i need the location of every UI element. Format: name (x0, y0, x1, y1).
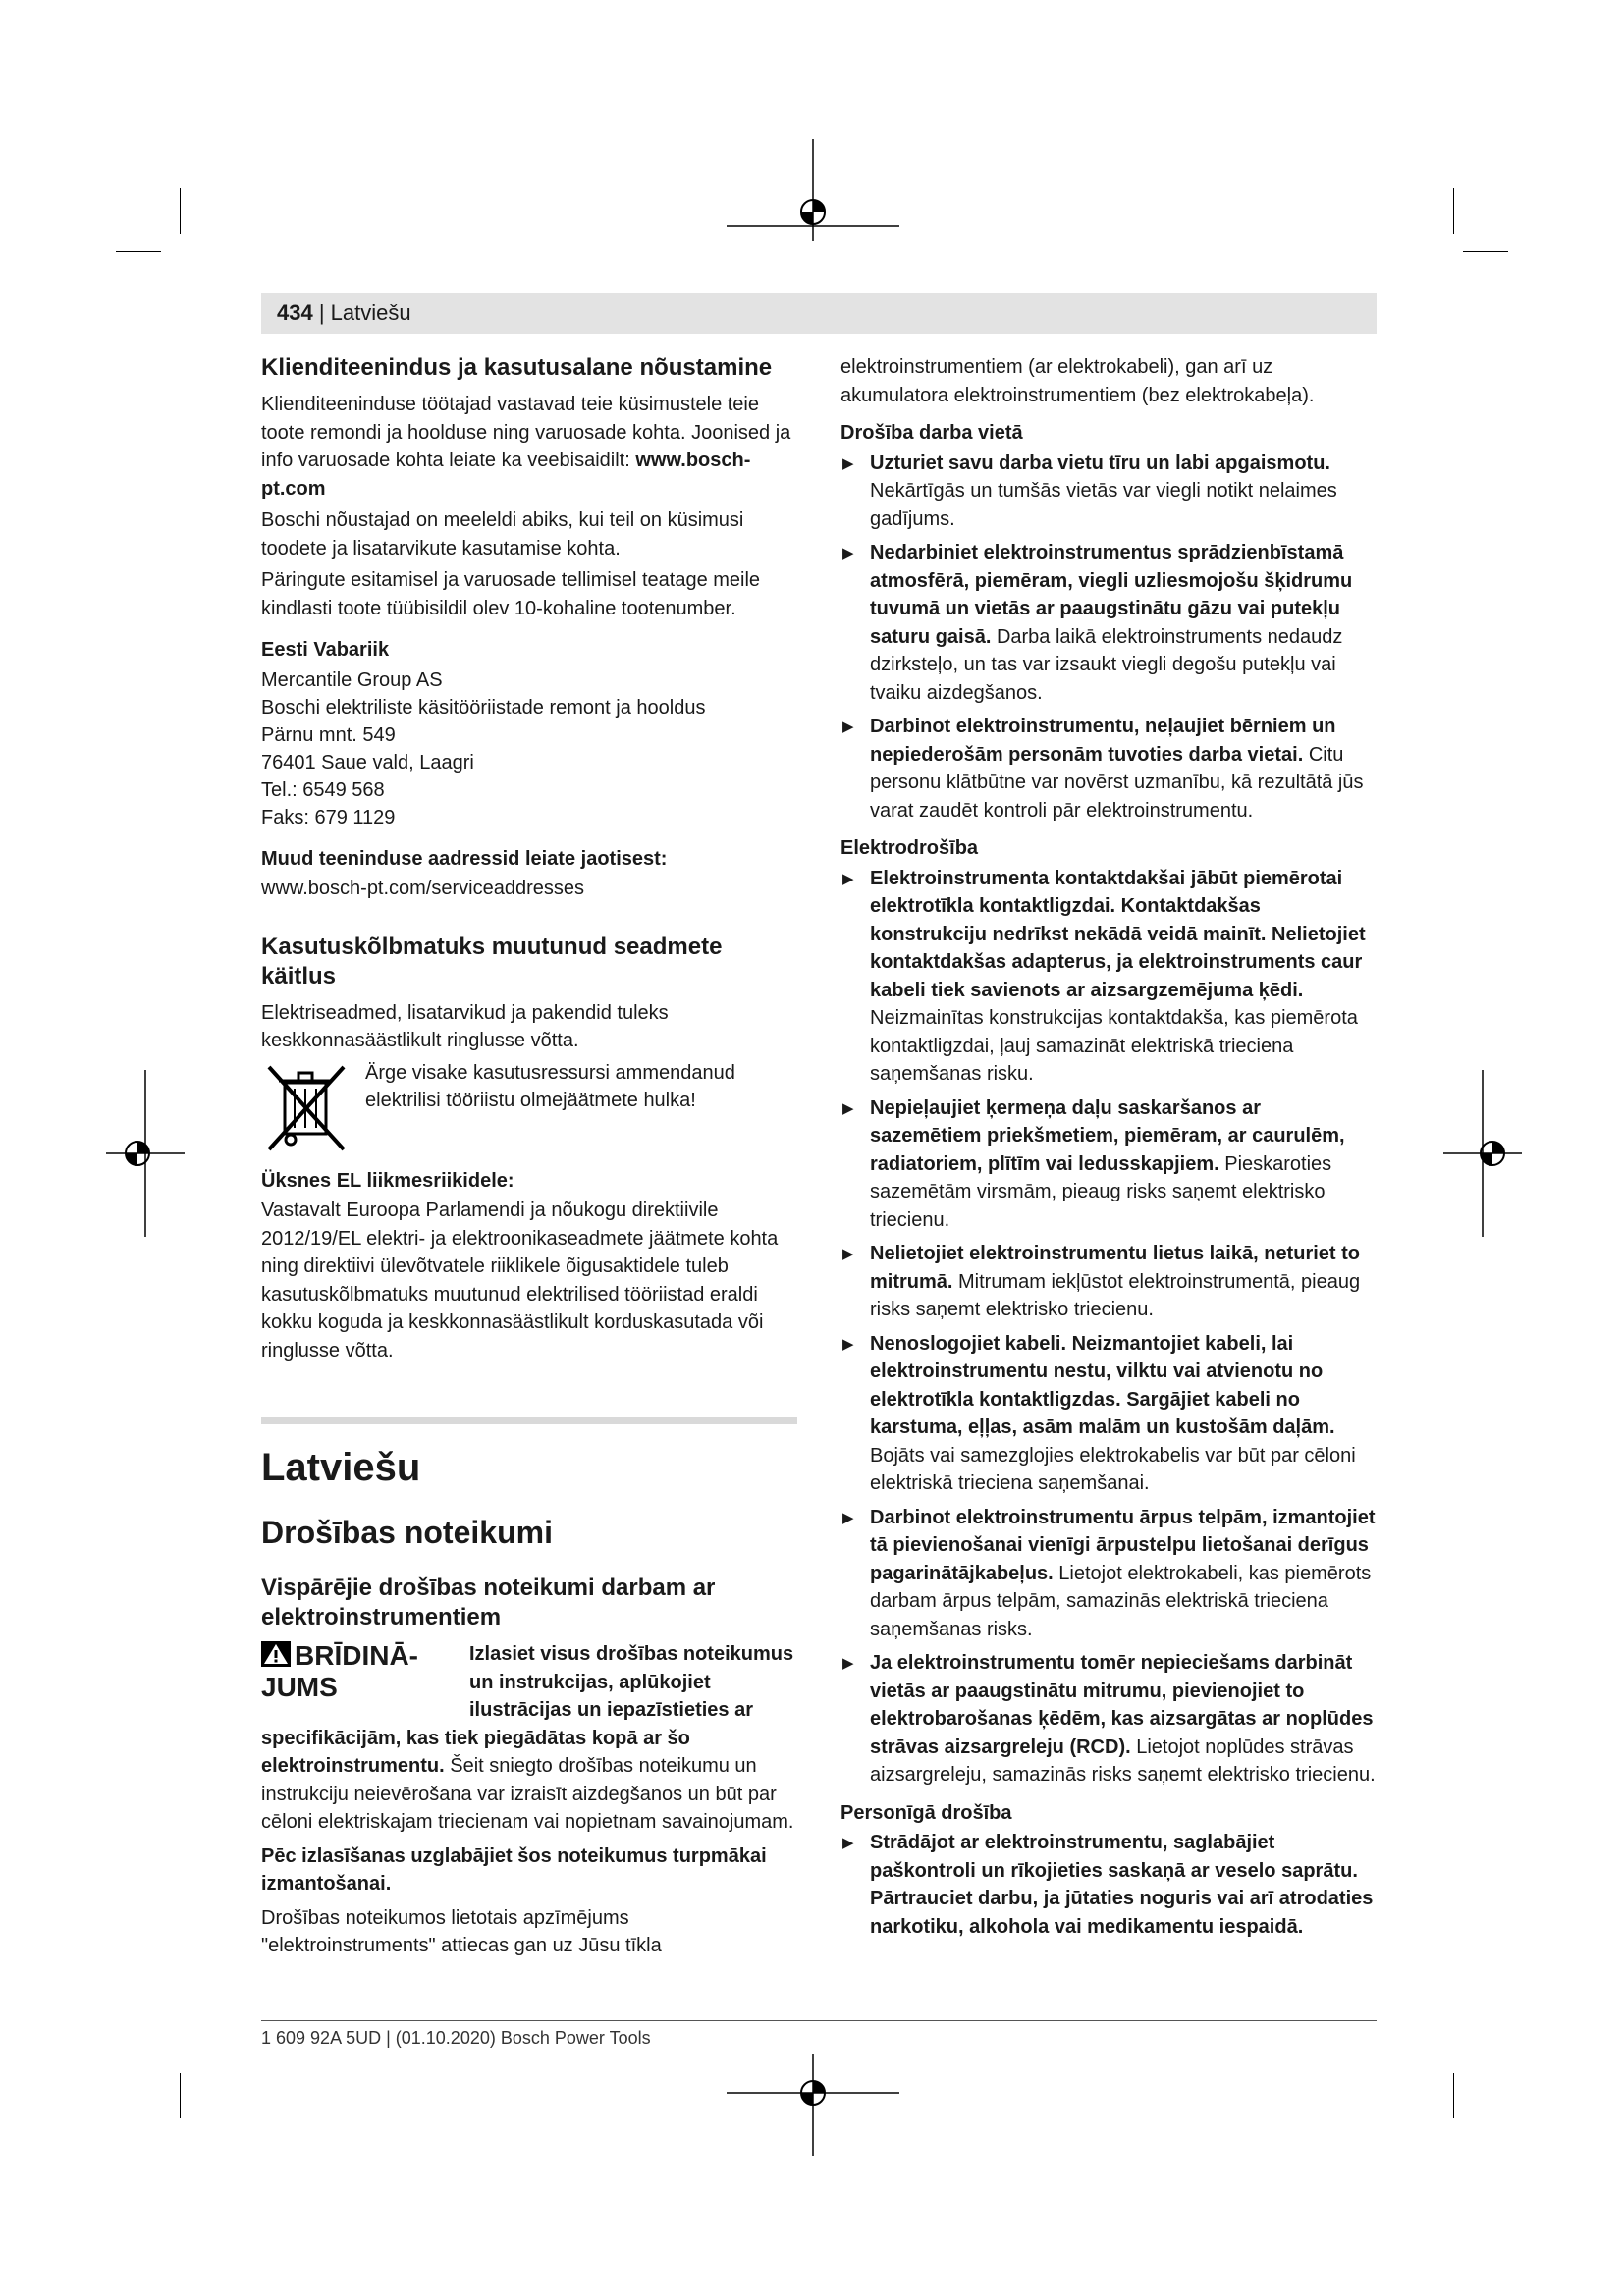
list-item (840, 1649, 1377, 1789)
work-area-heading: Drošība darba vietā (840, 422, 1023, 444)
registration-mark-right-icon (1443, 1070, 1522, 1237)
service-text: Klienditeeninduse töötajad vastavad teie küsimustele teie toote remondi ja hoolduse ning varuosade kohta. Joonised ja info varuosade kohta leiate ka veebisaidilt: (261, 394, 791, 471)
service-website-link[interactable]: www.bosch-pt.com (261, 450, 751, 500)
keep-instructions: Pēc izlasīšanas uzglabājiet šos noteikumus turpmākai izmantošanai. (261, 1844, 767, 1895)
electrical-safety-heading: Elektrodrošība (840, 837, 979, 859)
personal-safety-list (840, 1829, 1377, 1941)
page-number-value: 434 (277, 300, 313, 325)
crop-mark-tr-h (1463, 251, 1508, 252)
list-item-bold: Ja elektroinstrumentu tomēr nepieciešams darbināt vietās ar paaugstinātu mitrumu, pievienojiet to elektrobarošanas ķēdēm, kas aizsargātas ar noplūdes strāvas aizsargreleju (RCD). (870, 1652, 1374, 1758)
list-item-bold: Nepieļaujiet ķermeņa daļu saskaršanos ar sazemētiem priekšmetiem, piemēram, ar caurulēm, radiatoriem, plītīm vai ledusskapjiem. (870, 1096, 1345, 1175)
list-item-text: Nekārtīgās un tumšās vietās var viegli notikt nelaimes gadījums. (870, 480, 1337, 530)
footer-rule (261, 2020, 1377, 2021)
personal-safety-heading: Personīgā drošība (840, 1801, 1012, 1824)
eu-heading: Üksnes EL liikmesriikidele: (261, 1169, 514, 1192)
list-item-bold: Nedarbiniet elektroinstrumentus sprādzienbīstamā atmosfērā, piemēram, viegli uzliesmojošu šķidrumu tuvumā un vietās ar paaugstinātu gāzu vai putekļu saturu gaisā. (870, 542, 1353, 648)
list-item-text: Bojāts vai samezglojies elektrokabelis var būt par cēloni elektriskā trieciena saņemšanai. (870, 1444, 1356, 1494)
service-paragraph-3: Päringute esitamisel ja varuosade tellimisel teatage meile kindlasti toote tüübisildil olev 10-kohaline tootenumber. (261, 569, 761, 619)
crop-mark-tl-h (116, 251, 161, 252)
continuation-paragraph: elektroinstrumentiem (ar elektrokabeli), gan arī uz akumulatora elektroinstrumentiem (bez elektrokabeļa). (840, 356, 1315, 406)
warning-text: Šeit sniegto drošības noteikumu un instrukciju neievērošana var izraisīt aizdegšanos un būt par cēloni elektriskajam triecienam vai nopietnam savainojumam. (261, 1755, 794, 1833)
crop-mark-tr-v (1453, 188, 1454, 234)
crop-mark-br-v (1453, 2073, 1454, 2118)
list-item (840, 865, 1377, 1089)
crop-mark-tl-v (180, 188, 181, 234)
registration-mark-top-icon (727, 139, 899, 241)
list-item-text: Darba laikā elektroinstruments nedaudz dzirksteļo, un tas var izsaukt viegli degošu putekļu vai tvaiku aizdegšanos. (870, 625, 1343, 704)
other-addresses-heading: Muud teeninduse aadressid leiate jaotisest: (261, 847, 668, 870)
warning-label-text: BRĪDINĀ-JUMS (261, 1640, 418, 1702)
list-item (840, 1504, 1377, 1644)
list-item (840, 1240, 1377, 1324)
warning-continuation (261, 1725, 797, 1837)
section-divider (261, 1417, 797, 1424)
disposal-heading: Kasutuskõlbmatuks muutunud seadmete käitlus (261, 933, 723, 989)
electrical-safety-list (840, 865, 1377, 1789)
warning-bold-text: specifikācijām, kas tiek piegādātas kopā ar šo elektroinstrumentu. (261, 1727, 690, 1777)
list-item-text: Neizmainītas konstrukcijas kontaktdakša, kas piemērota kontaktligzdai, ļauj samazināt elektriskā trieciena saņemšanas risku. (870, 1007, 1358, 1085)
term-paragraph: Drošības noteikumos lietotais apzīmējums "elektroinstruments" attiecas gan uz Jūsu tīkla (261, 1906, 662, 1956)
warning-label (261, 1640, 467, 1725)
list-item (840, 713, 1377, 825)
registration-mark-left-icon (106, 1070, 185, 1237)
crossed-out-bin-icon (261, 1059, 352, 1153)
list-item (840, 450, 1377, 534)
list-item-bold: Nelietojiet elektroinstrumentu lietus laikā, neturiet to mitrumā. (870, 1243, 1360, 1293)
list-item-text: Lietojot noplūdes strāvas aizsargreleju, samazinās risks saņemt elektrisko triecienu. (870, 1735, 1376, 1786)
page-number: 434 | Latviešu (277, 300, 411, 325)
warning-triangle-icon (261, 1641, 291, 1667)
general-safety-heading: Vispārējie drošības noteikumi darbam ar elektroinstrumentiem (261, 1575, 716, 1630)
list-item-bold: Strādājot ar elektroinstrumentu, saglabājiet paškontroli un rīkojieties saskaņā ar veselo saprātu. Pārtrauciet darbu, ja jūtaties noguris vai arī atrodaties narkotiku, alkohola vai medikamentu iespaidā. (870, 1832, 1374, 1938)
list-item (840, 1829, 1377, 1941)
right-column (840, 353, 1377, 1947)
list-item (840, 1330, 1377, 1498)
address-line: Mercantile Group AS (261, 668, 443, 691)
weee-notice (261, 1059, 797, 1153)
disposal-paragraph: Elektriseadmed, lisatarvikud ja pakendid tuleks keskkonnasäästlikult ringlusse võtta. (261, 1001, 669, 1051)
list-item-text: Pieskaroties sazemētām virsmām, pieaug risks saņemt elektrisko triecienu. (870, 1152, 1332, 1231)
eu-paragraph: Vastavalt Euroopa Parlamendi ja nõukogu direktiivile 2012/19/EL elektri- ja elektroonikaseadmete jäätmete kohta ning direktiivi ülevõtvatele riiklikele õigusaktidele tuleb kasutuskõlbmatuks muutunud elektrilised tööriistad eraldi kokku koguda ja keskkonnasäästlikult korduskasutada või ringlusse võtta. (261, 1200, 779, 1362)
service-paragraph-2: Boschi nõustajad on meeleldi abiks, kui teil on küsimusi toodete ja lisatarvikute kasutamise kohta. (261, 509, 744, 560)
warning-block (261, 1640, 797, 1725)
list-item-text: Mitrumam iekļūstot elektroinstrumentā, pieaug risks saņemt elektrisko triecienu. (870, 1270, 1361, 1320)
weee-text: Ärge visake kasutusressursi ammendanud elektrilisi tööriistu olmejäätmete hulka! (365, 1061, 735, 1111)
list-item (840, 1095, 1377, 1235)
crop-mark (177, 246, 179, 248)
address-block (261, 667, 797, 831)
service-paragraph (261, 391, 797, 503)
list-item-bold: Darbinot elektroinstrumentu, neļaujiet bērniem un nepiederošām personām tuvoties darba vietai. (870, 716, 1336, 766)
address-line: Pärnu mnt. 549 (261, 723, 396, 746)
safety-title: Drošības noteikumi (261, 1515, 553, 1550)
list-item-text: Citu personu klātbūtne var novērst uzmanību, kā rezultātā jūs varat zaudēt kontroli pār elektroinstrumentu. (870, 743, 1364, 822)
work-area-list (840, 450, 1377, 826)
list-item-bold: Uzturiet savu darba vietu tīru un labi apgaismotu. (870, 452, 1330, 474)
country-heading: Eesti Vabariik (261, 639, 390, 661)
list-item-text: Lietojot elektrokabeli, kas piemērots darbam ārpus telpām, samazinās elektriskā trieciena saņemšanas risks. (870, 1562, 1372, 1640)
address-line: Faks: 679 1129 (261, 806, 396, 828)
page-language: Latviešu (330, 300, 411, 325)
registration-mark-bottom-icon (727, 2054, 899, 2156)
left-column (261, 353, 797, 1964)
address-line: 76401 Saue vald, Laagri (261, 751, 474, 774)
warning-intro: Izlasiet visus drošības noteikumus un instrukcijas, aplūkojiet ilustrācijas un iepazīstieties ar (469, 1643, 794, 1721)
footer-text: 1 609 92A 5UD | (01.10.2020) Bosch Power Tools (261, 2028, 651, 2048)
list-item-bold: Darbinot elektroinstrumentu ārpus telpām, izmantojiet tā pievienošanai vienīgi ārpustelpu lietošanai derīgus pagarinātājkabeļus. (870, 1506, 1376, 1584)
crop-mark-bl-v (180, 2073, 181, 2118)
address-line: Tel.: 6549 568 (261, 778, 385, 801)
list-item-bold: Nenoslogojiet kabeli. Neizmantojiet kabeli, lai elektroinstrumentu nestu, vilktu vai atvienotu no elektrotīkla kontaktligzdas. Sargājiet kabeli no karstuma, eļļas, asām malām un kustošām daļām. (870, 1332, 1335, 1438)
service-heading: Klienditeenindus ja kasutusalane nõustamine (261, 354, 773, 381)
language-title: Latviešu (261, 1446, 421, 1489)
address-line: Boschi elektriliste käsitööriistade remont ja hooldus (261, 696, 706, 719)
list-item (840, 539, 1377, 707)
list-item-bold: Elektroinstrumenta kontaktdakšai jābūt piemērotai elektrotīkla kontaktligzdai. Kontaktdakšas konstrukciju nedrīkst nekādā veidā mainīt. Nelietojiet kontaktdakšas adapterus, ja elektroinstruments caur kabeli tiek savienots ar aizsargzemējuma ķēdi. (870, 867, 1366, 1001)
service-addresses-link[interactable]: www.bosch-pt.com/serviceaddresses (261, 878, 585, 899)
page-header (261, 293, 1377, 334)
